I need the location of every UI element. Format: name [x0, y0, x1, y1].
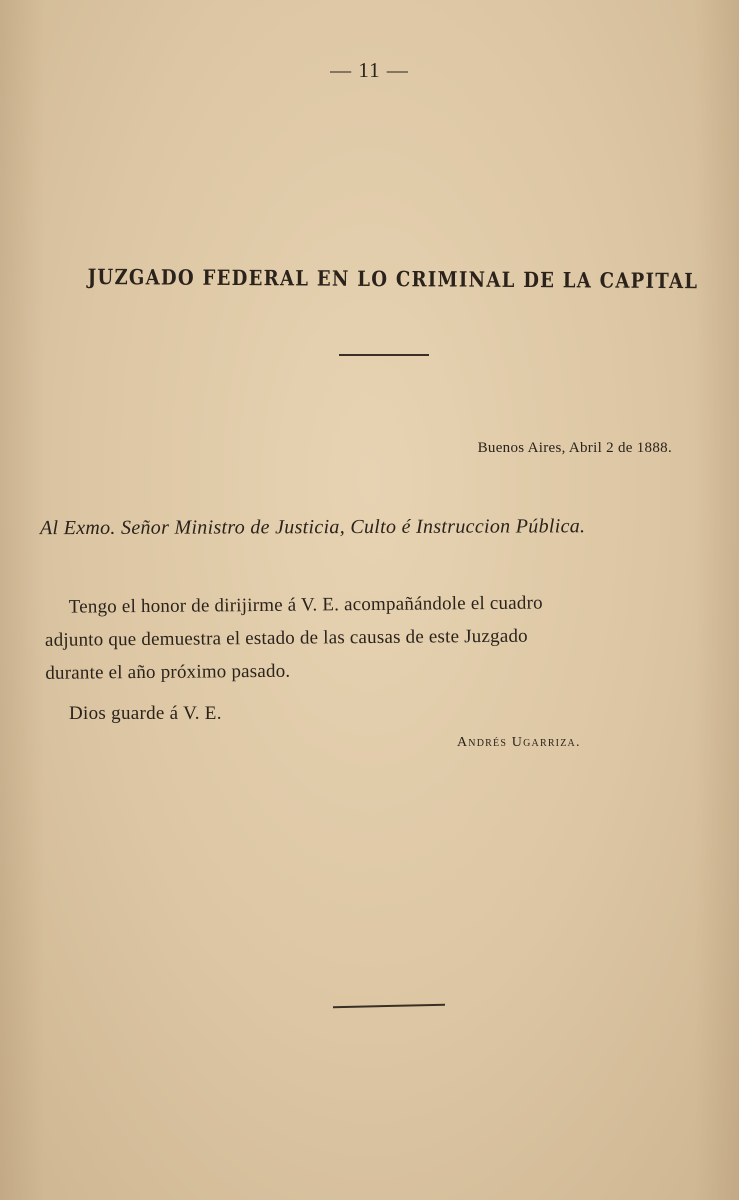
addressee-line: Al Exmo. Señor Ministro de Justicia, Culto é Instruccion Pública.	[39, 515, 586, 540]
signature: Andrés Ugarriza.	[457, 735, 581, 750]
heading-divider	[339, 354, 429, 356]
closing-line: Dios guarde á V. E.	[69, 703, 222, 724]
body-line-3: durante el año próximo pasado.	[45, 660, 291, 684]
page-heading: JUZGADO FEDERAL EN LO CRIMINAL DE LA CAPITAL	[87, 263, 699, 294]
body-line-1: Tengo el honor de dirijirme á V. E. acompañándole el cuadro	[68, 592, 543, 618]
body-line-2: adjunto que demuestra el estado de las causas de este Juzgado	[44, 625, 528, 651]
letter-body	[45, 585, 701, 690]
footer-divider	[333, 1004, 445, 1009]
date-line: Buenos Aires, Abril 2 de 1888.	[477, 440, 672, 456]
page-number: — 11 —	[330, 58, 409, 82]
